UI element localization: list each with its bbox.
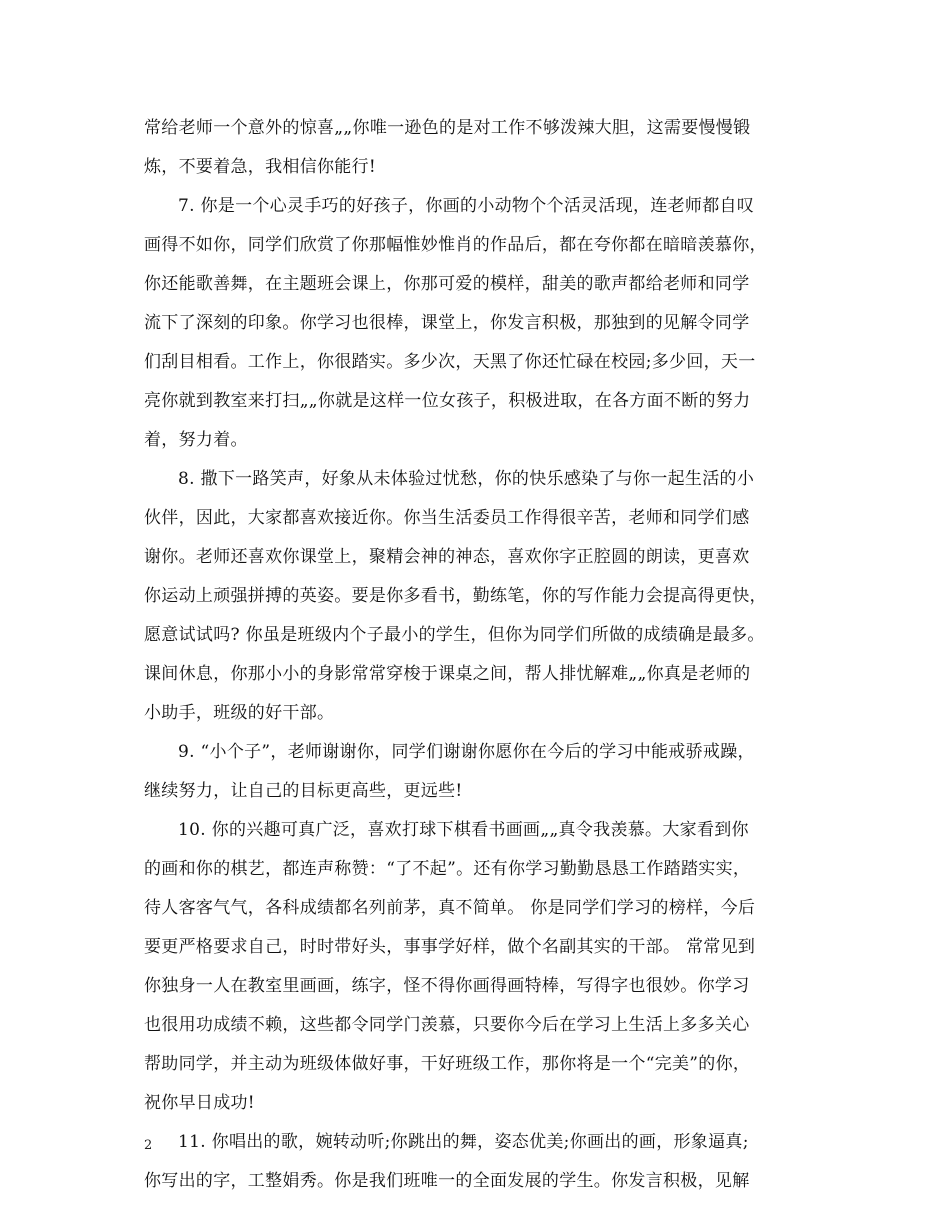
text-line: 谢你。老师还喜欢你课堂上，聚精会神的神态，喜欢你字正腔圆的朗读，更喜欢 bbox=[144, 547, 750, 567]
text-line: 的画和你的棋艺，都连声称赞：“了不起”。还有你学习勤勤恳恳工作踏踏实实， bbox=[144, 859, 751, 879]
text-line: 继续努力，让自己的目标更高些，更远些! bbox=[144, 781, 463, 801]
text-line: 帮助同学，并主动为班级体做好事，干好班级工作，那你将是一个“完美”的你， bbox=[144, 1054, 751, 1074]
text-line: 11. 你唱出的歌，婉转动听;你跳出的舞，姿态优美;你画出的画，形象逼真; bbox=[178, 1132, 749, 1152]
text-line: 伙伴，因此，大家都喜欢接近你。你当生活委员工作得很辛苦，老师和同学们感 bbox=[144, 508, 750, 528]
text-line: 9. “小个子”，老师谢谢你，同学们谢谢你愿你在今后的学习中能戒骄戒躁， bbox=[178, 742, 755, 762]
text-line: 你运动上顽强拼搏的英姿。要是你多看书，勤练笔，你的写作能力会提高得更快， bbox=[144, 586, 767, 606]
text-line: 小助手，班级的好干部。 bbox=[144, 703, 335, 723]
text-line: 10. 你的兴趣可真广泛，喜欢打球下棋看书画画„„真令我羡慕。大家看到你 bbox=[178, 820, 749, 840]
text-line: 愿意试试吗? 你虽是班级内个子最小的学生，但你为同学们所做的成绩确是最多。 bbox=[144, 625, 765, 645]
text-line: 着，努力着。 bbox=[144, 430, 248, 450]
text-line: 7. 你是一个心灵手巧的好孩子，你画的小动物个个活灵活现，连老师都自叹 bbox=[178, 196, 755, 216]
text-line: 流下了深刻的印象。你学习也很棒，课堂上，你发言积极，那独到的见解令同学 bbox=[144, 313, 750, 333]
page-number: 2 bbox=[144, 1138, 153, 1153]
text-line: 亮你就到教室来打扫„„你就是这样一位女孩子，积极进取，在各方面不断的努力 bbox=[144, 391, 751, 411]
text-line: 待人客客气气，各科成绩都名列前茅，真不简单。 你是同学们学习的榜样，今后 bbox=[144, 898, 756, 918]
text-line: 也很用功成绩不赖，这些都令同学门羡慕，只要你今后在学习上生活上多多关心 bbox=[144, 1015, 750, 1035]
text-line: 课间休息，你那小小的身影常常穿梭于课桌之间，帮人排忧解难„„你真是老师的 bbox=[144, 664, 751, 684]
text-line: 你还能歌善舞，在主题班会课上，你那可爱的模样，甜美的歌声都给老师和同学 bbox=[144, 274, 750, 294]
text-line: 你写出的字，工整娟秀。你是我们班唯一的全面发展的学生。你发言积极，见解 bbox=[144, 1171, 750, 1191]
text-line: 8. 撒下一路笑声，好象从未体验过忧愁，你的快乐感染了与你一起生活的小 bbox=[178, 469, 755, 489]
text-line: 们刮目相看。工作上，你很踏实。多少次，天黑了你还忙碌在校园;多少回，天一 bbox=[144, 352, 756, 372]
text-line: 你独身一人在教室里画画，练字，怪不得你画得画特棒，写得字也很妙。你学习 bbox=[144, 976, 750, 996]
text-line: 炼，不要着急，我相信你能行! bbox=[144, 157, 377, 177]
text-line: 常给老师一个意外的惊喜„„你唯一逊色的是对工作不够泼辣大胆，这需要慢慢锻 bbox=[144, 118, 751, 138]
text-line: 要更严格要求自己，时时带好头，事事学好样，做个名副其实的干部。 常常见到 bbox=[144, 937, 756, 957]
text-line: 画得不如你，同学们欣赏了你那幅惟妙惟肖的作品后，都在夸你都在暗暗羡慕你， bbox=[144, 235, 767, 255]
text-line: 祝你早日成功! bbox=[144, 1093, 255, 1113]
